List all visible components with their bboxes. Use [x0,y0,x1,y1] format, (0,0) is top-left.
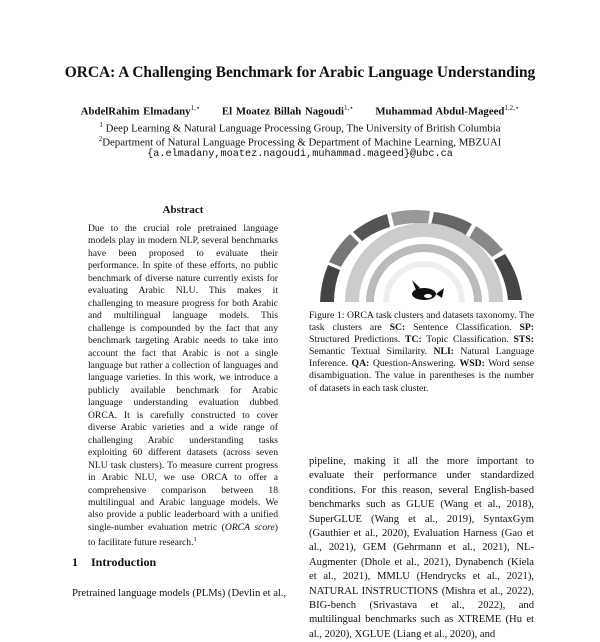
section-number: 1 [72,555,78,569]
author-sup: 1,⋆ [344,104,354,112]
footnote-mark: 1 [193,536,197,544]
cluster-abbr: SC: [389,322,406,334]
cluster-abbr: STS: [513,334,534,346]
section-title: Introduction [91,555,157,569]
affiliation-text: Deep Learning & Natural Language Processing Group, The University of British Columbia [105,122,501,135]
affiliation [0,121,600,135]
cluster-desc: Structured Predictions. [309,334,405,346]
ring-segment [329,234,359,267]
taxonomy-figure [312,210,532,310]
author-email: {a.elmadany,moatez.nagoudi,muhammad.mageed}@ubc.ca [147,149,453,160]
paper-title: ORCA: A Challenging Benchmark for Arabic Language Understanding [64,64,536,81]
affiliation-sup: 2 [98,135,103,143]
affiliation-text: Department of Natural Language Processing & Department of Machine Learning, MBZUAI [102,136,502,149]
author-name: El Moatez Billah Nagoudi [221,105,344,118]
figure-label: Figure 1: [309,310,345,321]
right-column-body: pipeline, making it all the more important to evaluate their performance under standardized conditions. For this reason, several English-based benchmarks such as GLUE (Wang et al., 2018), SuperGLUE (Wang et al., 2019), SyntaxGym (Gauthier et al., 2020), Evaluation Harness (Gao et al., 2021), GEM (Gehrmann et al., 2021), NL-Augmenter (Dhole et al., 2021), Dynabench (Kiela et al., 2021), MMLU (Hendrycks et al., 2021), NATURAL INSTRUCTIONS (Mishra et al., 2022), BIG-bench (Srivastava et al., 2022), and multilingual benchmarks such as XTREME (Hu et al., 2020), XGLUE (Liang et al., 2020), and [309,456,534,640]
orca-logo [412,280,444,300]
cluster-abbr: QA: [351,358,370,370]
affiliation [0,135,600,149]
cluster-desc: Natural Language Inference. [309,346,534,370]
cluster-desc: Sentence Classification. [405,322,520,334]
cluster-desc: Question-Answering. [369,358,460,370]
author-name: AbdelRahim Elmadany [80,105,191,118]
intro-paragraph: Pretrained language models (PLMs) (Devlin et al., [72,588,287,599]
cluster-desc: Word sense disambiguation. [309,358,534,382]
affiliation-sup: 1 [99,121,103,129]
ring-segment [320,265,340,302]
author-sup: 1,⋆ [190,104,201,112]
author-list [0,104,600,118]
author-name: Muhammad Abdul-Mageed [375,105,505,118]
abstract-body [88,223,278,550]
cluster-desc: Semantic Textual Similarity. [309,346,434,358]
cluster-abbr: SP: [519,322,534,334]
abstract-text-end: ) to facilitate future research. [88,521,278,549]
cluster-abbr: NLI: [433,346,454,358]
caption-end: The value in parentheses is the number of datasets in each task cluster. [309,370,534,394]
author-sup: 1,2,⋆ [504,104,520,112]
cluster-abbr: WSD: [459,358,485,370]
abstract-text: Due to the crucial role pretrained language models play in modern NLP, several benchmarks have been proposed to evaluate their performance. In spite of these efforts, no public benchmark of diverse nature currently exists for evaluating Arabic NLU. This makes it challenging to measure progress for both Arabic and multilingual language models. This challenge is compounded by the fact that any benchmark targeting Arabic needs to take into account the fact that Arabic is not a single language but rather a collection of languages and language varieties. In this work, we introduce a publicly available benchmark for Arabic language understanding evaluation dubbed ORCA. It is carefully constructed to cover diverse Arabic varieties and a wide range of challenging Arabic understanding tasks exploiting 60 different datasets (across seven NLU task clusters). To measure current progress in Arabic NLU, we use ORCA to offer a comprehensive comparison between 18 multilingual and Arabic language models. We also provide a public leaderboard with a unified single-number evaluation metric ( [88,223,278,533]
section-heading [72,555,156,570]
caption-intro: ORCA task clusters and datasets taxonomy. The task clusters are [309,310,535,334]
cluster-abbr: TC: [404,334,422,346]
figure-caption [309,310,534,395]
cluster-desc: Topic Classification. [421,334,514,346]
orca-score-term: ORCA score [224,521,275,533]
abstract-heading: Abstract [162,204,204,216]
